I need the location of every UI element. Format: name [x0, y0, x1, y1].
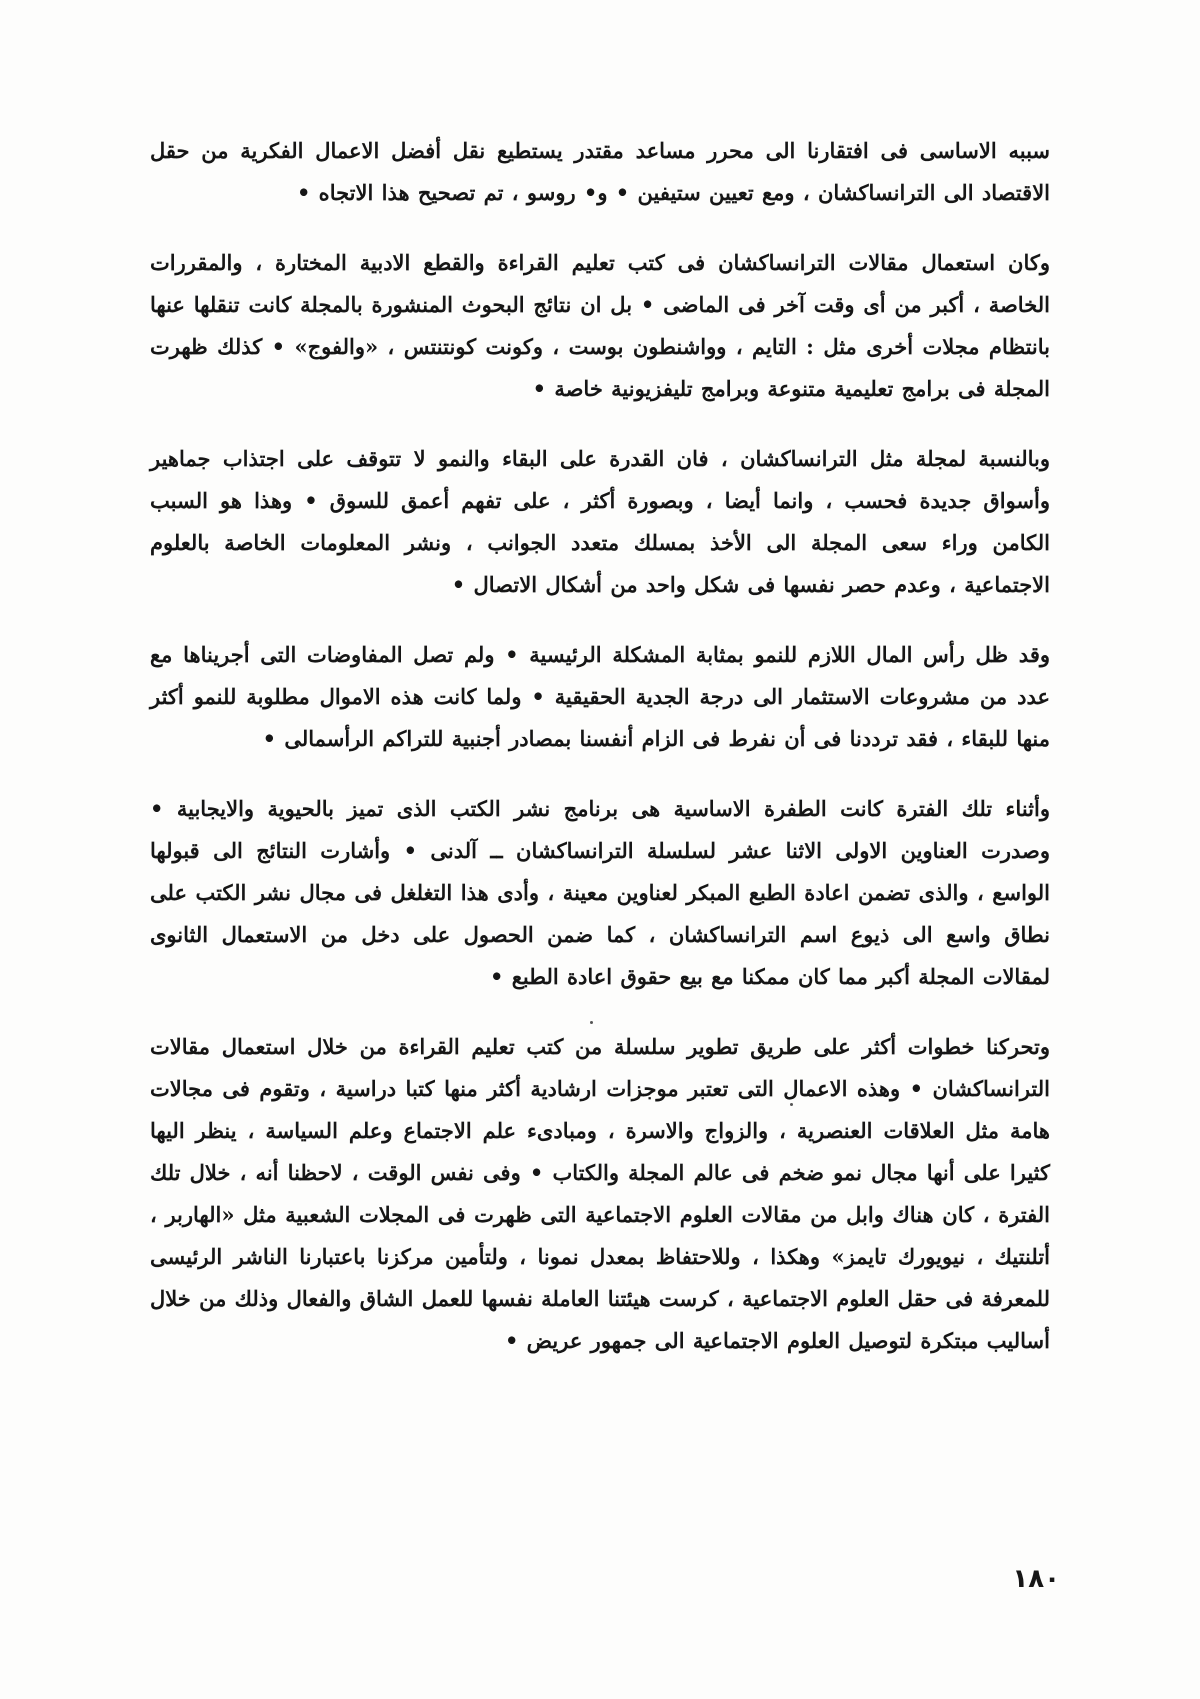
scan-speck	[790, 1103, 793, 1106]
paragraph-4: وقد ظل رأس المال اللازم للنمو بمثابة المشكلة الرئيسية • ولم تصل المفاوضات التى أجريناها مع عدد من مشروعات الاستثمار الى درجة الجدية الحقيقية • ولما كانت هذه الاموال مطلوبة للنمو أكثر منها للبقاء ، فقد ترددنا فى أن نفرط فى الزام أنفسنا بمصادر أجنبية للتراكم الرأسمالى •	[150, 642, 1050, 751]
paragraph-6: وتحركنا خطوات أكثر على طريق تطوير سلسلة من كتب تعليم القراءة من خلال استعمال مقالات الترانساكشان • وهذه الاعمال التى تعتبر موجزات ارشادية أكثر منها كتبا دراسية ، وتقوم فى مجالات هامة مثل العلاقات العنصرية ، والزواج والاسرة ، ومبادىء علم الاجتماع وعلم السياسة ، ينظر اليها كثيرا على أنها مجال نمو ضخم فى عالم المجلة والكتاب • وفى نفس الوقت ، لاحظنا أنه ، خلال تلك الفترة ، كان هناك وابل من مقالات العلوم الاجتماعية التى ظهرت فى المجلات الشعبية مثل «الهاربر ، أتلنتيك ، نيويورك تايمز» وهكذا ، وللاحتفاظ بمعدل نمونا ، ولتأمين مركزنا باعتبارنا الناشر الرئيسى للمعرفة فى حقل العلوم الاجتماعية ، كرست هيئتنا العاملة نفسها للعمل الشاق والفعال وذلك من خلال أساليب مبتكرة لتوصيل العلوم الاجتماعية الى جمهور عريض •	[150, 1034, 1050, 1353]
page-number: ١٨٠	[1012, 1564, 1060, 1594]
body-text	[150, 130, 1050, 1362]
paragraph-1: سببه الاساسى فى افتقارنا الى محرر مساعد مقتدر يستطيع نقل أفضل الاعمال الفكرية من حقل الاقتصاد الى الترانساكشان ، ومع تعيين ستيفين • و• روسو ، تم تصحيح هذا الاتجاه •	[150, 138, 1050, 205]
paragraph-5: وأثناء تلك الفترة كانت الطفرة الاساسية هى برنامج نشر الكتب الذى تميز بالحيوية والايجابية • وصدرت العناوين الاولى الاثنا عشر لسلسلة الترانساكشان ــ آلدنى • وأشارت النتائج الى قبولها الواسع ، والذى تضمن اعادة الطبع المبكر لعناوين معينة ، وأدى هذا التغلغل فى مجال نشر الكتب على نطاق واسع الى ذيوع اسم الترانساكشان ، كما ضمن الحصول على دخل من الاستعمال الثانوى لمقالات المجلة أكبر مما كان ممكنا مع بيع حقوق اعادة الطبع •	[150, 796, 1050, 989]
paragraph-3: وبالنسبة لمجلة مثل الترانساكشان ، فان القدرة على البقاء والنمو لا تتوقف على اجتذاب جماهير وأسواق جديدة فحسب ، وانما أيضا ، وبصورة أكثر ، على تفهم أعمق للسوق • وهذا هو السبب الكامن وراء سعى المجلة الى الأخذ بمسلك متعدد الجوانب ، ونشر المعلومات الخاصة بالعلوم الاجتماعية ، وعدم حصر نفسها فى شكل واحد من أشكال الاتصال •	[150, 446, 1050, 597]
paragraph-2: وكان استعمال مقالات الترانساكشان فى كتب تعليم القراءة والقطع الادبية المختارة ، والمقررات الخاصة ، أكبر من أى وقت آخر فى الماضى • بل ان نتائج البحوث المنشورة بالمجلة كانت تنقلها عنها بانتظام مجلات أخرى مثل : التايم ، وواشنطون بوست ، وكونت كونتنتس ، «والفوج» • كذلك ظهرت المجلة فى برامج تعليمية متنوعة وبرامج تليفزيونية خاصة •	[150, 250, 1050, 401]
scan-speck	[590, 1021, 593, 1024]
